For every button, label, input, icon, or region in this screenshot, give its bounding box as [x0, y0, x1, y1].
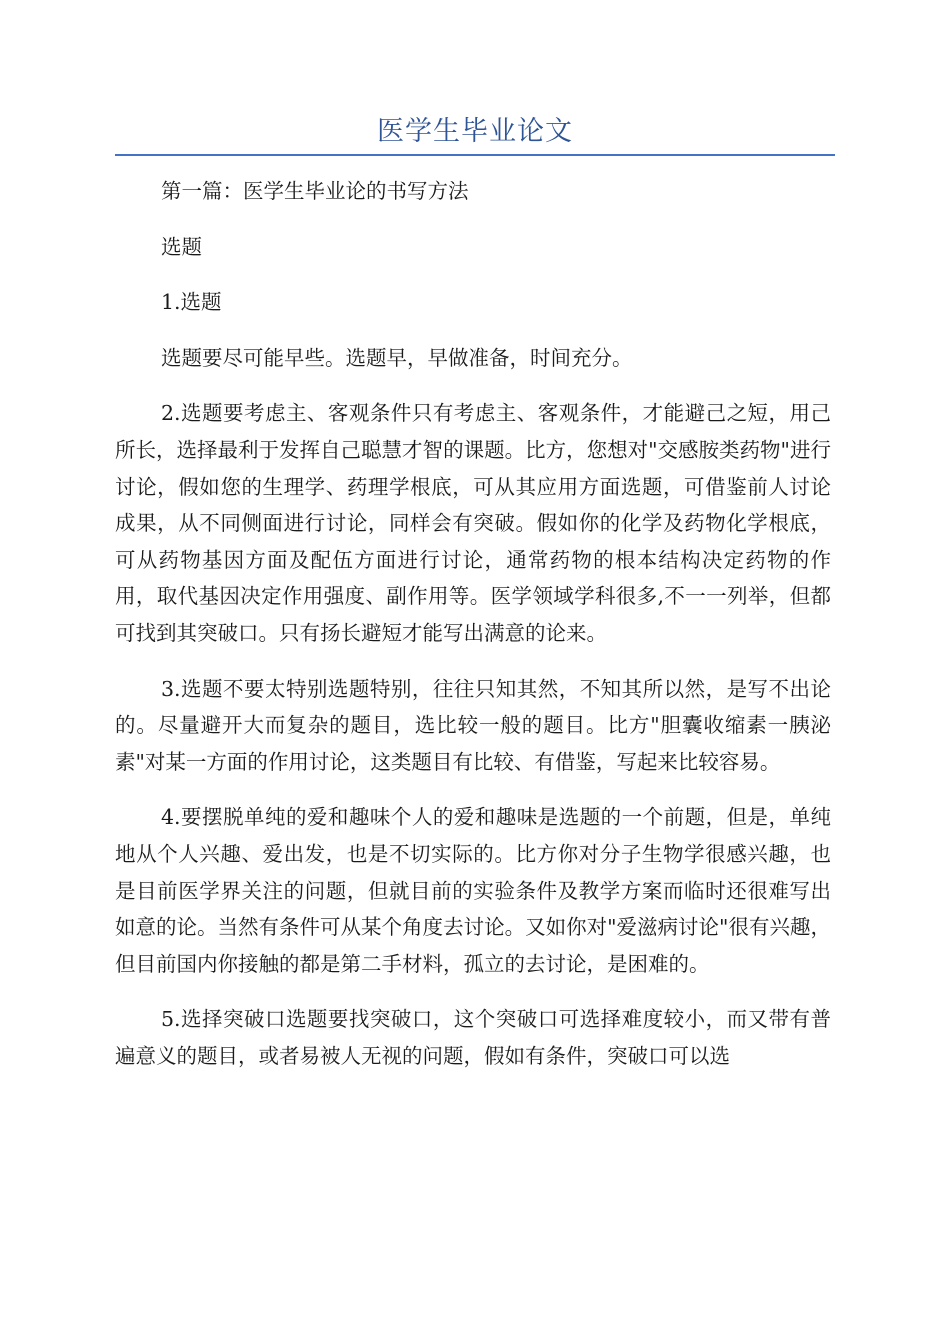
document-title: 医学生毕业论文: [377, 116, 573, 147]
paragraph-item-5: 5.选择突破口选题要找突破口，这个突破口可选择难度较小，而又带有普遍意义的题目，或者易被人无视的问题，假如有条件，突破口可以选: [115, 1007, 831, 1068]
paragraph-item-2: 2.选题要考虑主、客观条件只有考虑主、客观条件，才能避己之短，用己所长，选择最利于发挥自己聪慧才智的课题。比方，您想对"交感胺类药物"进行讨论，假如您的生理学、药理学根底，可从其应用方面选题，可借鉴前人讨论成果，从不同侧面进行讨论，同样会有突破。假如你的化学及药物化学根底，可从药物基因方面及配伍方面进行讨论，通常药物的根本结构决定药物的作用，取代基因决定作用强度、副作用等。医学领域学科很多,不一一列举，但都可找到其突破口。只有扬长避短才能写出满意的论来。: [115, 401, 831, 645]
paragraph-item-1-body: 选题要尽可能早些。选题早，早做准备，时间充分。: [161, 345, 633, 370]
paragraph-item-3: 3.选题不要太特别选题特别，往往只知其然，不知其所以然，是写不出论的。尽量避开大而复杂的题目，选比较一般的题目。比方"胆囊收缩素一胰泌素"对某一方面的作用讨论，这类题目有比较、有借鉴，写起来比较容易。: [115, 676, 831, 774]
paragraph-heading: 第一篇：医学生毕业论的书写方法: [161, 179, 469, 203]
paragraph-item-4: 4.要摆脱单纯的爱和趣味个人的爱和趣味是选题的一个前题，但是，单纯地从个人兴趣、爱出发，也是不切实际的。比方你对分子生物学很感兴趣，也是目前医学界关注的问题，但就目前的实验条件及教学方案而临时还很难写出如意的论。当然有条件可从某个角度去讨论。又如你对"爱滋病讨论"很有兴趣，但目前国内你接触的都是第二手材料，孤立的去讨论，是困难的。: [115, 805, 831, 976]
paragraph-section-label: 选题: [161, 234, 202, 259]
document-body: [115, 173, 831, 1093]
title-underline: [115, 154, 835, 156]
paragraph-item-1-heading: 1.选题: [161, 290, 222, 315]
